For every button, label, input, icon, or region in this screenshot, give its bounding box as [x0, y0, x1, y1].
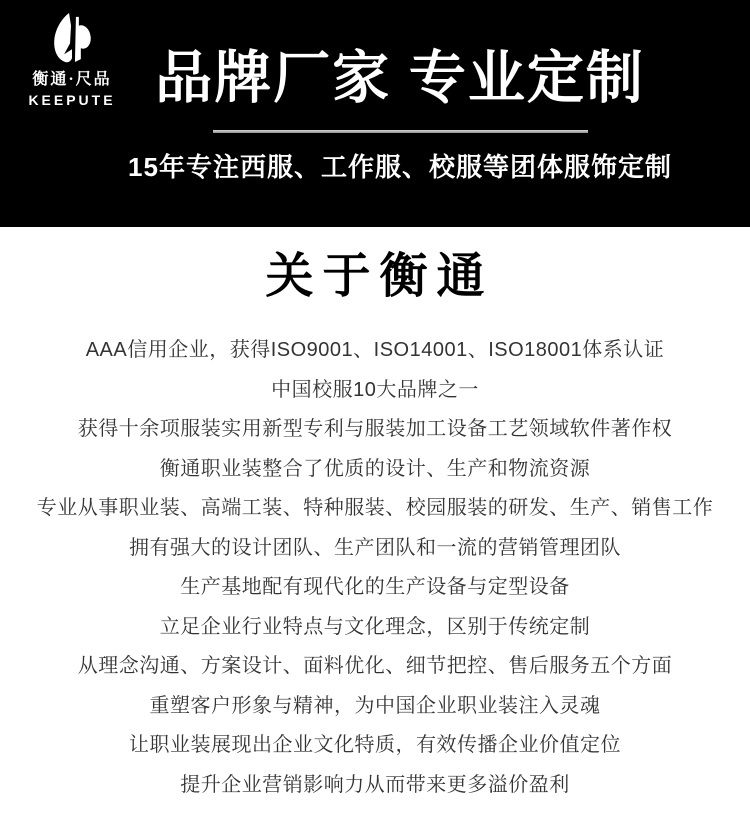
hero-subtitle: 15年专注西服、工作服、校服等团体服饰定制: [128, 152, 672, 182]
brand-name-english: KEEPUTE: [28, 92, 116, 108]
brand-name-chinese: 衡通·尺品: [32, 71, 112, 88]
about-line: AAA信用企业，获得ISO9001、ISO14001、ISO18001体系认证: [85, 339, 665, 362]
about-line: 中国校服10大品牌之一: [271, 378, 479, 401]
hero-content: [0, 0, 750, 180]
about-line: 提升企业营销影响力从而带来更多溢价盈利: [180, 773, 570, 796]
about-line: 立足企业行业特点与文化理念，区别于传统定制: [159, 615, 591, 638]
about-line: 重塑客户形象与精神，为中国企业职业装注入灵魂: [149, 694, 601, 717]
about-line: 专业从事职业装、高端工装、特种服装、校园服装的研发、生产、销售工作: [36, 497, 714, 520]
about-line: 获得十余项服装实用新型专利与服装加工设备工艺领域软件著作权: [77, 418, 673, 441]
about-line: 从理念沟通、方案设计、面料优化、细节把控、售后服务五个方面: [77, 655, 673, 678]
about-text-block: [0, 331, 750, 805]
about-section: [0, 227, 750, 805]
hero-divider: [213, 130, 588, 133]
about-line: 生产基地配有现代化的生产设备与定型设备: [180, 576, 570, 599]
about-line: 拥有强大的设计团队、生产团队和一流的营销管理团队: [129, 536, 621, 559]
about-line: 衡通职业装整合了优质的设计、生产和物流资源: [159, 457, 591, 480]
hero-title: 品牌厂家 专业定制: [155, 46, 645, 110]
hero-banner: [0, 0, 750, 227]
about-title: 关于衡通: [265, 250, 494, 303]
about-line: 让职业装展现出企业文化特质，有效传播企业价值定位: [129, 734, 621, 757]
